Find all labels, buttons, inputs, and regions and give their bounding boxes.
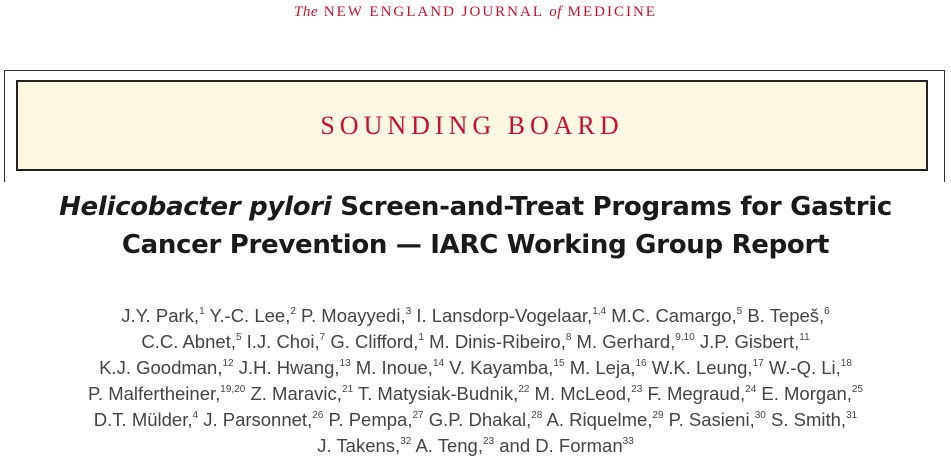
author-name: C.C. Abnet, [141,331,236,352]
author-list [6,303,945,459]
author-line [6,355,945,381]
author [429,331,571,352]
author [499,435,634,456]
author-name: A. Riquelme, [546,409,653,430]
author-affiliation: 13 [339,357,351,369]
author-name: P. Sasieni, [668,409,755,430]
author [250,383,353,404]
author-name: F. Megraud, [647,383,746,404]
author-name: B. Tepeš, [747,305,825,326]
author-affiliation: 6 [824,305,830,317]
author-affiliation: 29 [652,409,664,421]
author-affiliation: 26 [312,409,324,421]
author-name: I.J. Choi, [246,331,320,352]
title-italic-part: Helicobacter pylori [59,192,332,222]
author-name: M.C. Camargo, [611,305,737,326]
author [209,305,295,326]
author [429,409,543,430]
author [317,435,411,456]
author-name: I. Lansdorp-Vogelaar, [416,305,593,326]
masthead-journal: NEW ENGLAND JOURNAL [323,4,544,20]
author-affiliation: 12 [222,357,234,369]
author [577,331,695,352]
masthead-medicine: MEDICINE [567,4,657,20]
author-affiliation: 17 [752,357,764,369]
author-name: and D. Forman [499,435,623,456]
author-affiliation: 5 [736,305,743,317]
author [203,409,323,430]
author [700,331,810,352]
title-line2: Cancer Prevention — IARC Working Group Report [121,230,830,260]
author-affiliation: 4 [192,409,199,421]
author-name: M. Gerhard, [576,331,676,352]
author [761,383,863,404]
author-affiliation: 19,20 [220,383,246,395]
author-name: M. Dinis-Ribeiro, [429,331,566,352]
author-affiliation: 11 [799,331,810,343]
author [94,409,198,430]
article-title [0,188,951,264]
author-name: S. Smith, [771,409,847,430]
author [769,357,852,378]
author-name: M. Leja, [569,357,636,378]
author [239,357,351,378]
author-name: M. McLeod, [534,383,632,404]
journal-masthead [0,4,951,21]
author-affiliation: 14 [432,357,445,369]
masthead-of: of [549,4,562,20]
author [611,305,742,326]
author-name: J.H. Hwang, [238,357,340,378]
author-line [6,381,945,407]
masthead-the: The [294,4,319,20]
author [99,357,234,378]
section-label: SOUNDING BOARD [320,110,624,140]
author-affiliation: 32 [400,435,412,447]
author-affiliation: 23 [631,383,643,395]
author [416,305,606,326]
author-affiliation: 16 [635,357,647,369]
author-affiliation: 7 [319,331,326,343]
author-affiliation: 25 [851,383,864,395]
author-name: V. Kayamba, [449,357,554,378]
author-affiliation: 1 [199,305,205,317]
author [415,435,494,456]
author-name: D.T. Mülder, [93,409,193,430]
author-name: W.K. Leung, [651,357,753,378]
author-affiliation: 15 [553,357,565,369]
author-affiliation: 31 [846,409,858,421]
author-affiliation: 22 [518,383,530,395]
author-name: J.Y. Park, [121,305,200,326]
author [652,357,764,378]
author-name: Y.-C. Lee, [209,305,291,326]
author-line [6,303,945,329]
title-line1-rest: Screen-and-Treat Programs for Gastric [331,192,892,222]
author-name: J. Parsonnet, [203,409,313,430]
author-affiliation: 8 [565,331,572,343]
author-affiliation: 1 [418,331,424,343]
author-name: K.J. Goodman, [99,357,223,378]
author-affiliation: 3 [405,305,412,317]
author-affiliation: 5 [235,331,242,343]
author-name: G.P. Dhakal, [428,409,532,430]
author-affiliation: 33 [622,435,634,447]
author-line [6,407,945,433]
author [88,383,245,404]
author-line [6,433,945,459]
author-name: G. Clifford, [330,331,419,352]
author-affiliation: 24 [745,383,757,395]
author [647,383,756,404]
author [121,305,204,326]
author-name: J.P. Gisbert, [699,331,800,352]
author [141,331,241,352]
author [301,305,411,326]
author [449,357,564,378]
author-line [6,329,945,355]
author [669,409,766,430]
author-name: P. Moayyedi, [301,305,406,326]
author-affiliation: 23 [482,435,495,447]
author-name: M. Inoue, [355,357,433,378]
author-name: E. Morgan, [761,383,852,404]
section-banner [16,80,928,171]
author-name: W.-Q. Li, [768,357,841,378]
author-affiliation: 30 [754,409,766,421]
author-name: J. Takens, [317,435,401,456]
author-affiliation: 27 [412,409,424,421]
author-affiliation: 9,10 [675,331,695,343]
author-name: P. Malfertheiner, [87,383,221,404]
author [328,409,423,430]
author [358,383,530,404]
author-affiliation: 18 [840,357,852,369]
author-affiliation: 1,4 [592,305,607,317]
author-name: T. Matysiak-Budnik, [357,383,519,404]
author-affiliation: 21 [341,383,354,395]
author [570,357,647,378]
author [247,331,326,352]
author [547,409,664,430]
author-name: A. Teng, [415,435,483,456]
author [330,331,424,352]
author [535,383,643,404]
author [356,357,444,378]
author-name: Z. Maravic, [250,383,342,404]
author-name: P. Pempa, [328,409,413,430]
author-affiliation: 28 [531,409,543,421]
author-affiliation: 2 [290,305,296,317]
author [771,409,857,430]
author [747,305,829,326]
